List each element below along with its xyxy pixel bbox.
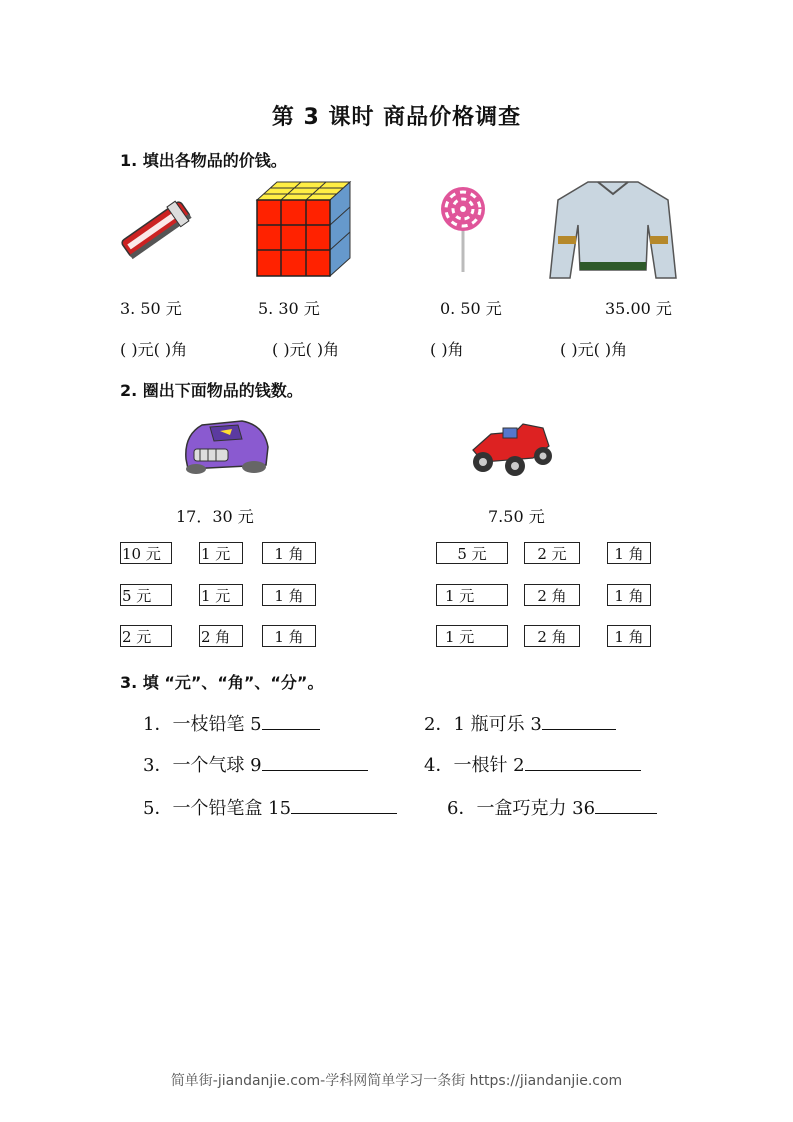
money-option[interactable]: 1 元: [199, 584, 243, 606]
fill-item: [143, 710, 320, 736]
pencil-case-icon: [118, 190, 193, 268]
money-option[interactable]: 2 角: [524, 625, 580, 647]
answer-blank[interactable]: ( )元( )角: [120, 340, 188, 359]
price-label: 17．30 元: [176, 507, 254, 526]
money-option[interactable]: 2 角: [524, 584, 580, 606]
fill-item-text: 2．1 瓶可乐 3: [424, 714, 542, 735]
fill-item-text: 3．一个气球 9: [143, 755, 262, 776]
money-option[interactable]: 1 元: [436, 584, 508, 606]
section1-heading: 1. 填出各物品的价钱。: [120, 151, 287, 170]
money-option[interactable]: 1 角: [262, 584, 316, 606]
price-label: 35.00 元: [605, 299, 672, 318]
answer-line[interactable]: [525, 752, 641, 771]
fill-item-text: 5．一个铅笔盒 15: [143, 798, 292, 819]
money-option[interactable]: 1 角: [607, 625, 651, 647]
rubiks-cube-icon: [252, 180, 352, 278]
answer-blank[interactable]: ( )元( )角: [272, 340, 340, 359]
fill-item: [424, 751, 641, 777]
answer-line[interactable]: [291, 795, 397, 814]
answer-line[interactable]: [595, 795, 657, 814]
section3-heading: 3. 填 “元”、“角”、“分”。: [120, 673, 324, 692]
money-option[interactable]: 1 元: [199, 542, 243, 564]
fill-item-text: 6．一盒巧克力 36: [447, 798, 596, 819]
fill-item-text: 4．一根针 2: [424, 755, 525, 776]
money-option[interactable]: 2 角: [199, 625, 243, 647]
sweater-icon: [548, 180, 678, 282]
fill-item: [447, 794, 657, 820]
answer-line[interactable]: [542, 711, 616, 730]
money-option[interactable]: 1 角: [262, 542, 316, 564]
toy-car-purple-icon: [180, 415, 272, 475]
answer-blank[interactable]: ( )元( )角: [560, 340, 628, 359]
money-option[interactable]: 10 元: [120, 542, 172, 564]
answer-line[interactable]: [262, 711, 320, 730]
fill-item-text: 1．一枝铅笔 5: [143, 714, 262, 735]
price-label: 5. 30 元: [258, 299, 320, 318]
money-option[interactable]: 2 元: [120, 625, 172, 647]
money-option[interactable]: 1 元: [436, 625, 508, 647]
money-option[interactable]: 1 角: [607, 584, 651, 606]
money-option[interactable]: 1 角: [262, 625, 316, 647]
money-option[interactable]: 1 角: [607, 542, 651, 564]
fill-item: [143, 751, 368, 777]
price-label: 7.50 元: [488, 507, 545, 526]
money-option[interactable]: 5 元: [436, 542, 508, 564]
answer-line[interactable]: [262, 752, 368, 771]
fill-item: [143, 794, 397, 820]
answer-blank[interactable]: ( )角: [430, 340, 464, 359]
price-label: 0. 50 元: [440, 299, 502, 318]
page-title: 第 3 课时 商品价格调查: [271, 105, 522, 130]
price-label: 3. 50 元: [120, 299, 182, 318]
fill-item: [424, 710, 616, 736]
lollipop-icon: [435, 184, 491, 274]
money-option[interactable]: 2 元: [524, 542, 580, 564]
section2-heading: 2. 圈出下面物品的钱数。: [120, 381, 303, 400]
toy-car-red-icon: [463, 420, 555, 478]
footer-watermark: 简单街-jiandanjie.com-学科网简单学习一条街 https://jiandanjie.com: [170, 1073, 623, 1089]
money-option[interactable]: 5 元: [120, 584, 172, 606]
